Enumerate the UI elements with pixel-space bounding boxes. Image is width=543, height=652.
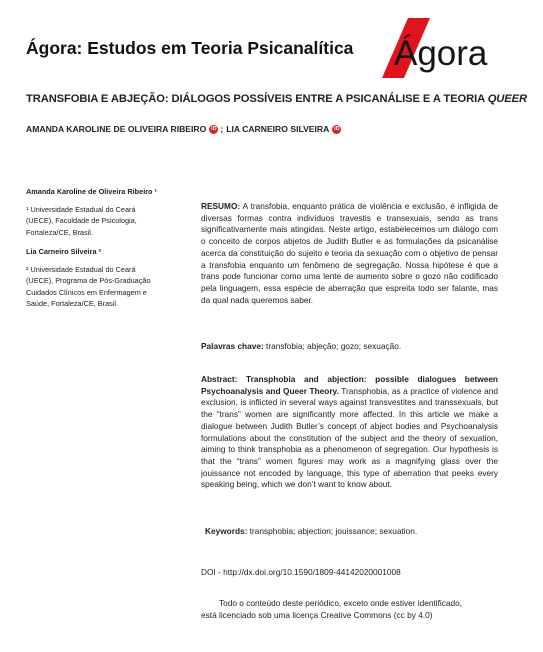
affiliation-block [26,186,186,238]
license-line-2: está licenciado sob uma licença Creative Commons (cc by 4.0) [201,609,433,620]
palavras-chave-text: transfobia; abjeção; gozo; sexuação. [266,341,402,351]
resumo-label: RESUMO: [201,201,241,211]
affiliation-line: Fortaleza/CE, Brasil. [26,227,93,237]
doi-text[interactable]: DOI - http://dx.doi.org/10.1590/1809-44142020001008 [201,567,401,577]
abstract-label: Abstract: Transphobia and abjection: possible dialogues between Psychoanalysis and Queer Theory. [201,374,498,396]
affiliations-sidebar [26,186,186,318]
journal-logo [378,14,498,82]
affiliation-line: (UECE), Faculdade de Psicologia, [26,216,137,225]
keywords-label: Keywords: [205,526,248,536]
doi-line[interactable] [201,567,498,579]
article-title-main: TRANSFOBIA E ABJEÇÃO: DIÁLOGOS POSSÍVEIS ENTRE A PSICANÁLISE E A TEORIA [26,93,488,105]
affiliation-line: ¹ Universidade Estadual do Ceará [26,204,136,214]
author-line [26,124,526,134]
keywords-section [205,526,502,538]
journal-title: Ágora: Estudos em Teoria Psicanalítica [26,38,354,58]
abstract-section [201,374,498,491]
article-title [26,93,526,105]
affiliation-author-name: Lia Carneiro Silveira ² [26,247,102,256]
orcid-icon[interactable]: iD [211,125,217,132]
svg-text:Ágora: Ágora [394,34,488,73]
keywords-text: transphobia; abjection; jouissance; sexuation. [249,526,418,536]
logo-graphic [378,14,498,82]
affiliation-block [26,246,186,310]
orcid-icon[interactable]: iD [334,125,340,132]
palavras-chave-section [201,341,498,353]
affiliation-line: ² Universidade Estadual do Ceará [26,264,136,274]
article-title-italic: QUEER [487,93,527,105]
affiliation-line: Cuidados Clínicos em Enfermagem e [26,287,147,297]
author-separator: ; [220,124,224,134]
resumo-text: A transfobia, enquanto prática de violência e exclusão, é infligida de diversas formas contra indivíduos travestis e transexuais, sendo as trans significativamente mais atingidas. Neste artigo, estabelecemos um diálogo com o conceito de corpos abjetos de Judith Butler e as formulações da psicanálise acerca da constituição do sujeito e teoria da sexuação com o objetivo de pensar a transfobia enquanto um fenômeno de segregação. Nossa hipótese é que a trans pode funcionar como uma lente de aumento sobre o gozo não codificado pela linguagem, essa espécie de aberração que espreita todo ser falante, mas da qual nada queremos saber. [201,201,498,305]
resumo-section [201,201,498,306]
affiliation-line: (UECE), Programa de Pós-Graduação [26,276,151,285]
affiliation-line: Saúde, Fortaleza/CE, Brasil. [26,299,119,308]
author-name-1: AMANDA KAROLINE DE OLIVEIRA RIBEIRO [26,124,207,134]
author-name-2: LIA CARNEIRO SILVEIRA [226,124,330,134]
affiliation-author-name: Amanda Karoline de Oliveira Ribeiro ¹ [26,187,157,196]
abstract-text: Transphobia, as a practice of violence and exclusion, is inflicted in several ways against transvestites and transsexuals, but the “trans” women are significantly more affected. In this article we make a dialogue between Judith Butler’s concept of abject bodies and Psychoanalysis formulations about the constitution of the subject and the theory of sexuation, aiming to think transphobia as a phenomenon of segregation. Our hypothesis is that the “trans” women figures may work as a magnifying glass over the jouissance not encoded by language, this type of aberration that peeks every speaking being, which we don’t want to know about. [201,385,498,490]
palavras-chave-label: Palavras chave: [201,341,264,351]
license-note [201,598,498,621]
license-line-1: Todo o conteúdo deste periódico, exceto onde estiver identificado, [219,598,463,608]
